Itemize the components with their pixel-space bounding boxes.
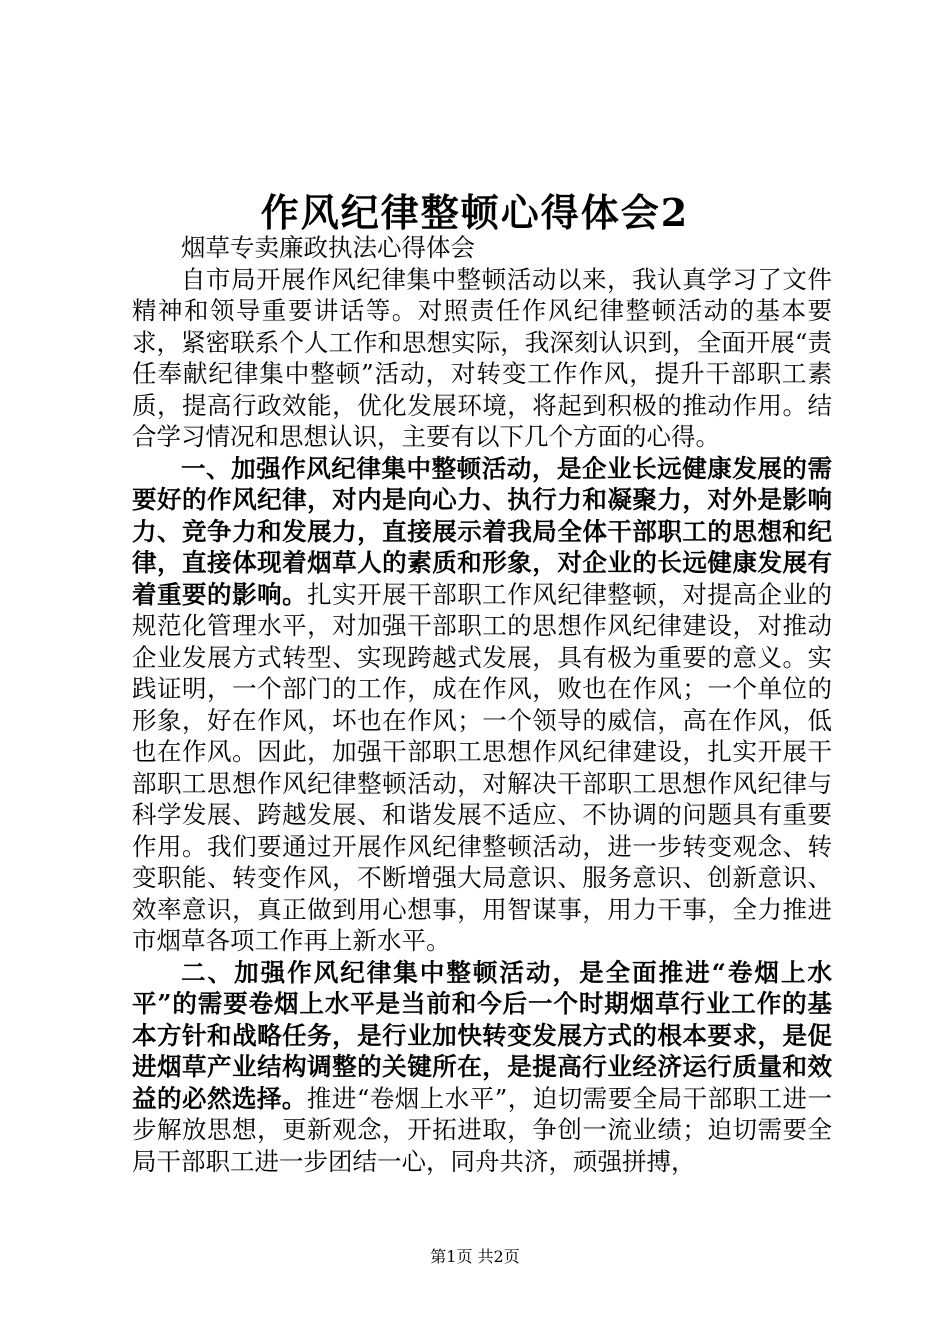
section-2-heading: 二、加强作风纪律集中整顿活动，是全面推进“卷烟上水平”的需要卷烟上水平是当前和今后一个时期烟草行业工作的基本方针和战略任务，是行业加快转变发展方式的根本要求，是促进烟草产业结构调整的关键所在，是提高行业经济运行质量和效益的必然选择。: [132, 957, 832, 1113]
intro-paragraph: 自市局开展作风纪律集中整顿活动以来，我认真学习了文件精神和领导重要讲话等。对照责任作风纪律整顿活动的基本要求，紧密联系个人工作和思想实际，我深刻认识到，全面开展“责任奉献纪律集中整顿”活动，对转变工作作风，提升干部职工素质，提高行政效能，优化发展环境，将起到积极的推动作用。结合学习情况和思想认识，主要有以下几个方面的心得。: [132, 264, 832, 451]
section-1-paragraph: [132, 453, 832, 957]
document-title: 作风纪律整顿心得体会2: [260, 190, 690, 235]
section-1-text: 扎实开展干部职工作风纪律整顿，对提高企业的规范化管理水平，对加强干部职工的思想作风纪律建设，对推动企业发展方式转型、实现跨越式发展，具有极为重要的意义。实践证明，一个部门的工作，成在作风，败也在作风；一个单位的形象，好在作风，坏也在作风；一个领导的威信，高在作风，低也在作风。因此，加强干部职工思想作风纪律建设，扎实开展干部职工思想作风纪律整顿活动，对解决干部职工思想作风纪律与科学发展、跨越发展、和谐发展不适应、不协调的问题具有重要作用。我们要通过开展作风纪律整顿活动，进一步转变观念、转变职能、转变作风，不断增强大局意识、服务意识、创新意识、效率意识，真正做到用心想事，用智谋事，用力干事，全力推进市烟草各项工作再上新水平。: [132, 579, 833, 955]
section-1-heading: 一、加强作风纪律集中整顿活动，是企业长远健康发展的需要好的作风纪律，对内是向心力、执行力和凝聚力，对外是影响力、竞争力和发展力，直接展示着我局全体干部职工的思想和纪律，直接体现着烟草人的素质和形象，对企业的长远健康发展有着重要的影响。: [132, 453, 832, 609]
page-footer: 第1页 共2页: [430, 1247, 520, 1266]
document-subtitle: 烟草专卖廉政执法心得体会: [181, 233, 475, 262]
section-2-paragraph: [132, 957, 832, 1178]
section-2-text: 推进“卷烟上水平”，迫切需要全局干部职工进一步解放思想，更新观念，开拓进取，争创一流业绩；迫切需要全局干部职工进一步团结一心，同舟共济，顽强拼搏，: [132, 1083, 832, 1176]
document-body: [132, 232, 832, 1177]
